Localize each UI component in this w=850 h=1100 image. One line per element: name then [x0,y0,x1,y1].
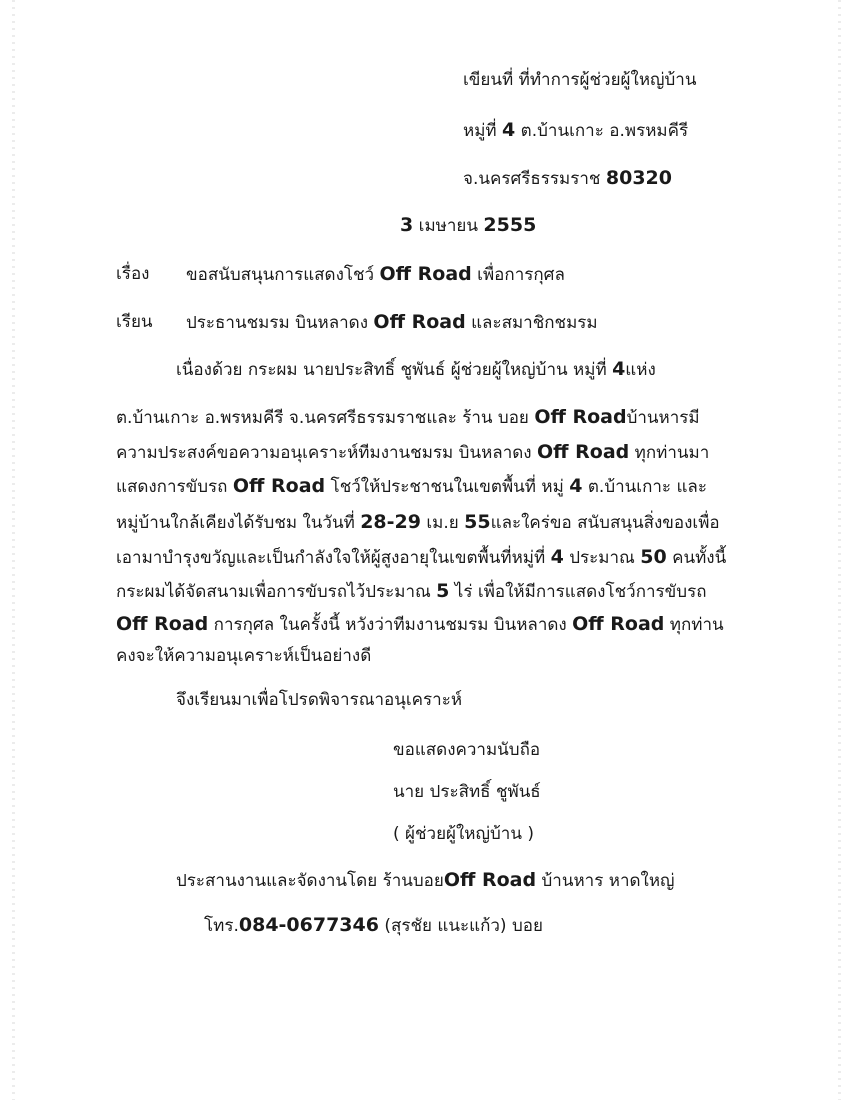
body-line-4-bold: Off Road [232,475,326,497]
body-line-3-post: ทุกท่านมา [629,443,710,463]
body-line-8 [116,612,724,637]
signer-name [393,780,541,804]
body-line-5-dates: 28-29 [360,511,421,533]
to-text-post: และสมาชิกชมรม [465,313,598,333]
signer-position [393,822,534,846]
body-line-9-text: คงจะให้ความอนุเคราะห์เป็นอย่างดี [116,646,372,666]
phone-contact: (สุรชัย แนะแก้ว) บอย [378,916,543,936]
subject-label [116,262,149,286]
address-line-1 [463,68,696,92]
subject-text-post: เพื่อการกุศล [471,265,565,285]
signer-position-text: ( ผู้ช่วยผู้ใหญ่บ้าน ) [393,824,534,844]
address-line-2-post: ต.บ้านเกาะ อ.พรหมคีรี [515,121,689,141]
body-line-6-mid: ประมาณ [563,548,641,568]
body-line-6-pre: เอามาบำรุงขวัญและเป็นกำลังใจให้ผู้สูงอายุในเขตพื้นที่หมู่ที่ [116,548,551,568]
body-line-4-pre: แสดงการขับรถ [116,477,233,497]
body-line-7-post: ไร่ เพื่อให้มีการแสดงโชว์การขับรถ [449,582,707,602]
body-line-8-bold2: Off Road [572,613,665,635]
body-line-2-bold: Off Road [534,406,627,428]
phone-prefix: โทร. [204,916,239,936]
body-line-2 [116,405,700,430]
body-line-7-num: 5 [436,580,450,602]
body-line-6-num1: 4 [550,546,564,568]
subject-label-text: เรื่อง [116,264,150,284]
scan-artifact-right [838,0,841,1100]
body-line-5-pre: หมู่บ้านใกล้เคียงได้รับชม ในวันที่ [116,513,361,533]
address-line-2-pre: หมู่ที่ [463,121,503,141]
to-off-road: Off Road [373,311,466,333]
body-line-4-post: ต.บ้านเกาะ และ [582,477,707,497]
address-postcode: 80320 [605,167,672,189]
body-line-7 [116,579,707,604]
body-line-1-pre: เนื่องด้วย กระผม นายประสิทธิ์ ชูพันธ์ ผู้ช่วยผู้ใหญ่บ้าน หมู่ที่ [176,360,613,380]
body-line-3-pre: ความประสงค์ขอความอนุเคราะห์ทีมงานชมรม บินหลาดง [116,443,537,463]
body-line-2-post: บ้านหารมี [626,408,700,428]
body-line-6 [116,545,726,570]
body-line-6-num2: 50 [640,546,667,568]
coordinator-off-road: Off Road [443,869,537,891]
phone-line [204,913,543,938]
coordinator-pre: ประสานงานและจัดงานโดย ร้านบอย [176,871,444,891]
address-moo-number: 4 [502,119,516,141]
address-line-3 [463,166,672,191]
to-text [186,310,598,335]
scan-artifact-left [12,0,15,1100]
closing-request-text: จึงเรียนมาเพื่อโปรดพิจารณาอนุเคราะห์ [176,690,463,710]
body-line-4-num: 4 [569,475,583,497]
date-day: 3 [400,214,414,236]
signer-name-text: นาย ประสิทธิ์ ชูพันธ์ [393,782,541,802]
subject-text-pre: ขอสนับสนุนการแสดงโชว์ [186,265,380,285]
closing-request [176,688,462,712]
body-line-5-mid: เม.ย [420,513,465,533]
coordinator-line [176,868,675,893]
body-line-4-mid: โชว์ให้ประชาชนในเขตพื้นที่ หมู่ [325,477,570,497]
body-line-6-post: คนทั้งนี้ [666,548,727,568]
address-line-1-text: เขียนที่ ที่ทำการผู้ช่วยผู้ใหญ่บ้าน [463,70,697,90]
body-line-5-post: และใคร่ขอ สนับสนุนสิ่งของเพื่อ [490,513,720,533]
closing-regards [393,738,540,762]
to-label-text: เรียน [116,312,153,332]
body-line-8-post: ทุกท่าน [664,615,724,635]
body-line-1 [176,357,656,382]
body-line-2-pre: ต.บ้านเกาะ อ.พรหมคีรี จ.นครศรีธรรมราชและ ร้าน บอย [116,408,535,428]
letter-date [400,213,536,238]
body-line-1-num: 4 [612,358,626,380]
body-line-5-year: 55 [464,511,491,533]
body-line-3 [116,440,709,465]
body-line-5 [116,510,720,535]
body-line-9 [116,644,371,668]
body-line-8-bold: Off Road [116,613,209,635]
date-year: 2555 [483,214,537,236]
to-text-pre: ประธานชมรม บินหลาดง [186,313,374,333]
body-line-7-pre: กระผมได้จัดสนามเพื่อการขับรถไว้ประมาณ [116,582,437,602]
subject-text [186,262,565,287]
phone-number: 084-0677346 [238,914,379,936]
closing-regards-text: ขอแสดงความนับถือ [393,740,541,760]
address-line-2 [463,118,688,143]
subject-off-road: Off Road [379,263,472,285]
to-label [116,310,153,334]
body-line-4 [116,474,707,499]
date-month: เมษายน [413,216,484,236]
body-line-1-post: แห่ง [625,360,656,380]
body-line-8-mid: การกุศล ในครั้งนี้ หวังว่าทีมงานชมรม บินหลาดง [208,615,573,635]
address-province: จ.นครศรีธรรมราช [463,169,606,189]
body-line-3-bold: Off Road [537,441,630,463]
coordinator-post: บ้านหาร หาดใหญ่ [536,871,675,891]
